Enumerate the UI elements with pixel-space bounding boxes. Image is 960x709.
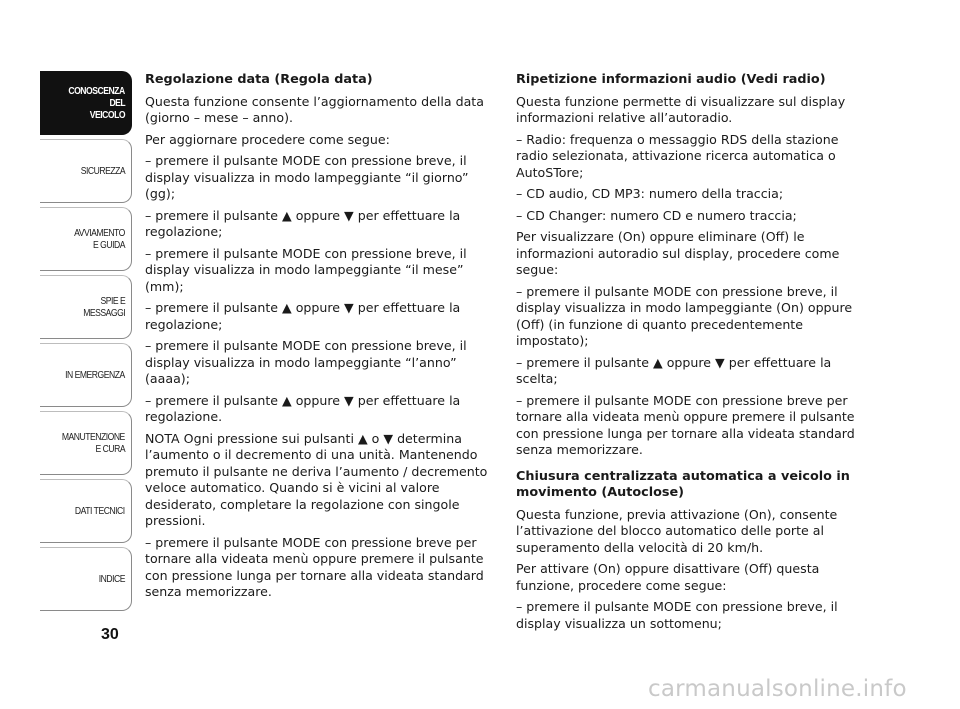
page-number: 30 xyxy=(101,626,119,643)
paragraph: Questa funzione, previa attivazione (On), consente l’attivazione del blocco automatico delle porte al superamento della velocità di 20 km/h. xyxy=(516,506,838,555)
paragraph: Questa funzione permette di visualizzare sul display informazioni relative all’autoradio. xyxy=(516,93,846,125)
watermark: carmanualsonline.info xyxy=(648,676,907,702)
tab-label-line1: DATI TECNICI xyxy=(75,505,125,517)
tab-label-line2: DEL xyxy=(109,97,125,109)
tab-label-line2: E CURA xyxy=(95,443,125,455)
tab-label-line2: E GUIDA xyxy=(93,239,125,251)
paragraph: – premere il pulsante ▲ oppure ▼ per effettuare la regolazione; xyxy=(145,300,461,332)
tab-label-line3: VEICOLO xyxy=(89,109,125,121)
tab-manutenzione-e-cura[interactable] xyxy=(40,411,132,475)
tab-label-line1: SICUREZZA xyxy=(80,165,125,177)
section-title-date: Regolazione data (Regola data) xyxy=(145,72,373,87)
tab-indice[interactable] xyxy=(40,547,132,611)
tab-label-line1: SPIE E xyxy=(100,295,125,307)
chapter-tabs xyxy=(40,71,132,615)
paragraph: – premere il pulsante ▲ oppure ▼ per effettuare la regolazione. xyxy=(145,392,461,424)
tab-sicurezza[interactable] xyxy=(40,139,132,203)
tab-label-line2: MESSAGGI xyxy=(83,307,125,319)
tab-label-line1: MANUTENZIONE xyxy=(62,431,125,443)
right-column xyxy=(516,72,874,637)
section-title-audio: Ripetizione informazioni audio (Vedi radio) xyxy=(516,72,826,87)
tab-label-line1: AVVIAMENTO xyxy=(74,227,125,239)
paragraph: – premere il pulsante MODE con pressione breve per tornare alla videata menù oppure premere il pulsante con pressione lunga per tornare alla videata standard senza memorizzare. xyxy=(516,392,855,457)
tab-label-line1: CONOSCENZA xyxy=(68,85,125,97)
paragraph: – premere il pulsante MODE con pressione breve, il display visualizza in modo lampeggiante “il giorno” (gg); xyxy=(145,153,469,201)
paragraph: – premere il pulsante MODE con pressione breve, il display visualizza in modo lampeggiante (On) oppure (Off) (in funzione di quanto precedentemente impostato); xyxy=(516,283,853,348)
paragraph: – premere il pulsante MODE con pressione breve, il display visualizza un sottomenu; xyxy=(516,599,838,631)
paragraph: Per visualizzare (On) oppure eliminare (Off) le informazioni autoradio sul display, procedere come segue: xyxy=(516,229,840,277)
note-paragraph: NOTA Ogni pressione sui pulsanti ▲ o ▼ determina l’aumento o il decremento di una unità. Mantenendo premuto il pulsante ne deriva l’aumento / decremento veloce automatico. Quando si è vicini al valore desiderato, completare la regolazione con singole pressioni. xyxy=(145,430,488,528)
paragraph: – premere il pulsante MODE con pressione breve, il display visualizza in modo lampeggiante “il mese” (mm); xyxy=(145,245,467,294)
paragraph: Questa funzione consente l’aggiornamento della data (giorno – mese – anno). xyxy=(145,93,484,125)
tab-label-line1: IN EMERGENZA xyxy=(65,369,125,381)
left-column xyxy=(145,72,495,606)
section-title-autoclose: Chiusura centralizzata automatica a veicolo in movimento (Autoclose) xyxy=(516,468,850,500)
tab-avviamento-e-guida[interactable] xyxy=(40,207,132,271)
tab-spie-e-messaggi[interactable] xyxy=(40,275,132,339)
tab-in-emergenza[interactable] xyxy=(40,343,132,407)
tab-conoscenza-del-veicolo[interactable] xyxy=(40,71,132,135)
paragraph: Per attivare (On) oppure disattivare (Off) questa funzione, procedere come segue: xyxy=(516,561,820,593)
paragraph: – CD audio, CD MP3: numero della traccia; xyxy=(516,186,784,201)
tab-dati-tecnici[interactable] xyxy=(40,479,132,543)
paragraph: Per aggiornare procedere come segue: xyxy=(145,131,390,147)
paragraph: – premere il pulsante ▲ oppure ▼ per effettuare la scelta; xyxy=(516,354,832,386)
paragraph: – CD Changer: numero CD e numero traccia; xyxy=(516,207,797,223)
paragraph: – premere il pulsante ▲ oppure ▼ per effettuare la regolazione; xyxy=(145,207,461,239)
tab-label-line1: INDICE xyxy=(98,573,125,585)
paragraph: – Radio: frequenza o messaggio RDS della stazione radio selezionata, attivazione ricerca automatica o AutoSTore; xyxy=(516,131,839,180)
paragraph: – premere il pulsante MODE con pressione breve per tornare alla videata menù oppure premere il pulsante con pressione lunga per tornare alla videata standard senza memorizzare. xyxy=(145,534,484,599)
paragraph: – premere il pulsante MODE con pressione breve, il display visualizza in modo lampeggiante “l’anno” (aaaa); xyxy=(145,338,467,386)
